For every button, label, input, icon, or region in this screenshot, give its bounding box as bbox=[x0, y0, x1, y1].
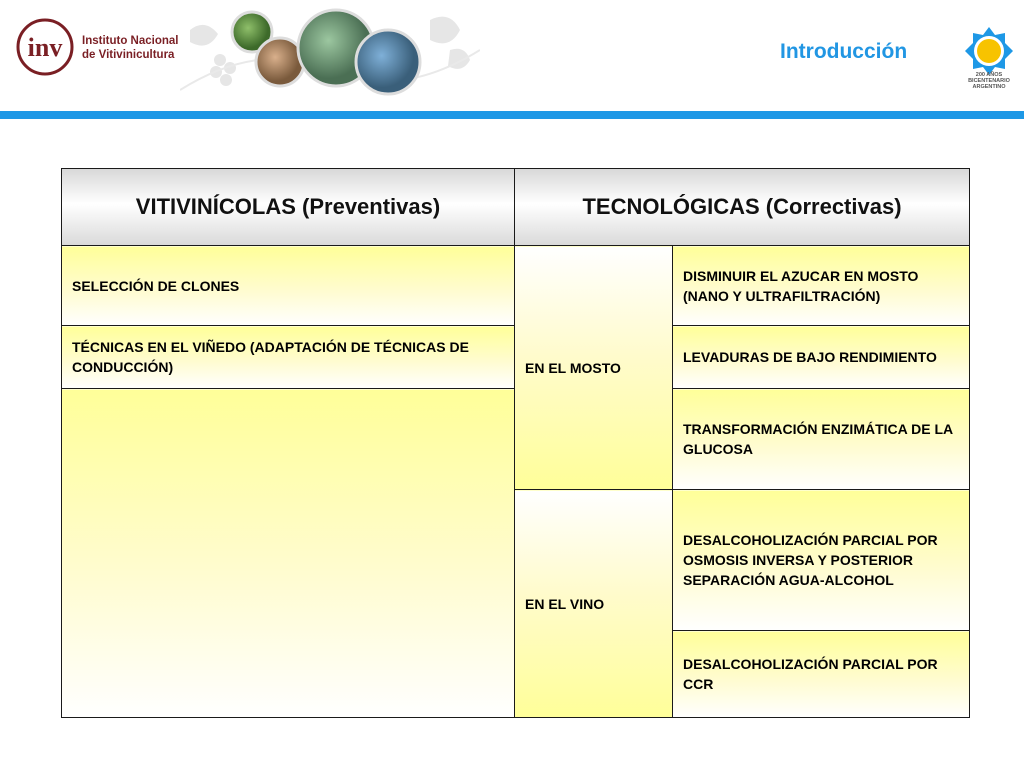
preventive-measure-cell: SELECCIÓN DE CLONES bbox=[62, 246, 515, 326]
emblem-line3: ARGENTINO bbox=[972, 84, 1006, 90]
header-divider bbox=[0, 111, 1024, 119]
column-header-tecnologicas: TECNOLÓGICAS (Correctivas) bbox=[515, 169, 970, 246]
slide-header bbox=[0, 0, 1024, 112]
column-header-vitivinicolas: VITIVINÍCOLAS (Preventivas) bbox=[62, 169, 515, 246]
inv-logo-icon bbox=[16, 18, 74, 76]
vineyard-photos-icon bbox=[228, 4, 428, 100]
page-title: Introducción bbox=[780, 40, 908, 63]
corrective-measure-cell: TRANSFORMACIÓN ENZIMÁTICA DE LA GLUCOSA bbox=[673, 389, 970, 490]
corrective-measure-cell: LEVADURAS DE BAJO RENDIMIENTO bbox=[673, 326, 970, 389]
group-cell-vino: EN EL VINO bbox=[515, 490, 673, 718]
logo-letters: inv bbox=[27, 33, 63, 62]
group-cell-mosto: EN EL MOSTO bbox=[515, 246, 673, 490]
table-row bbox=[62, 246, 970, 326]
corrective-measure-cell: DISMINUIR EL AZUCAR EN MOSTO (NANO Y ULTRAFILTRACIÓN) bbox=[673, 246, 970, 326]
preventive-measure-cell: TÉCNICAS EN EL VIÑEDO (ADAPTACIÓN DE TÉCNICAS DE CONDUCCIÓN) bbox=[62, 326, 515, 389]
measures-table bbox=[61, 168, 970, 718]
corrective-measure-cell: DESALCOHOLIZACIÓN PARCIAL POR CCR bbox=[673, 631, 970, 718]
table-header-row bbox=[62, 169, 970, 246]
preventive-measure-empty-cell bbox=[62, 389, 515, 718]
emblem-line2: BICENTENARIO bbox=[968, 78, 1010, 84]
org-name bbox=[82, 34, 178, 62]
bicentenario-label bbox=[962, 72, 1016, 90]
org-name-line2: de Vitivinicultura bbox=[82, 49, 175, 61]
org-name-line1: Instituto Nacional bbox=[82, 35, 179, 47]
emblem-line1: 200 AÑOS bbox=[975, 72, 1003, 78]
corrective-measure-cell: DESALCOHOLIZACIÓN PARCIAL POR OSMOSIS INVERSA Y POSTERIOR SEPARACIÓN AGUA-ALCOHOL bbox=[673, 490, 970, 631]
